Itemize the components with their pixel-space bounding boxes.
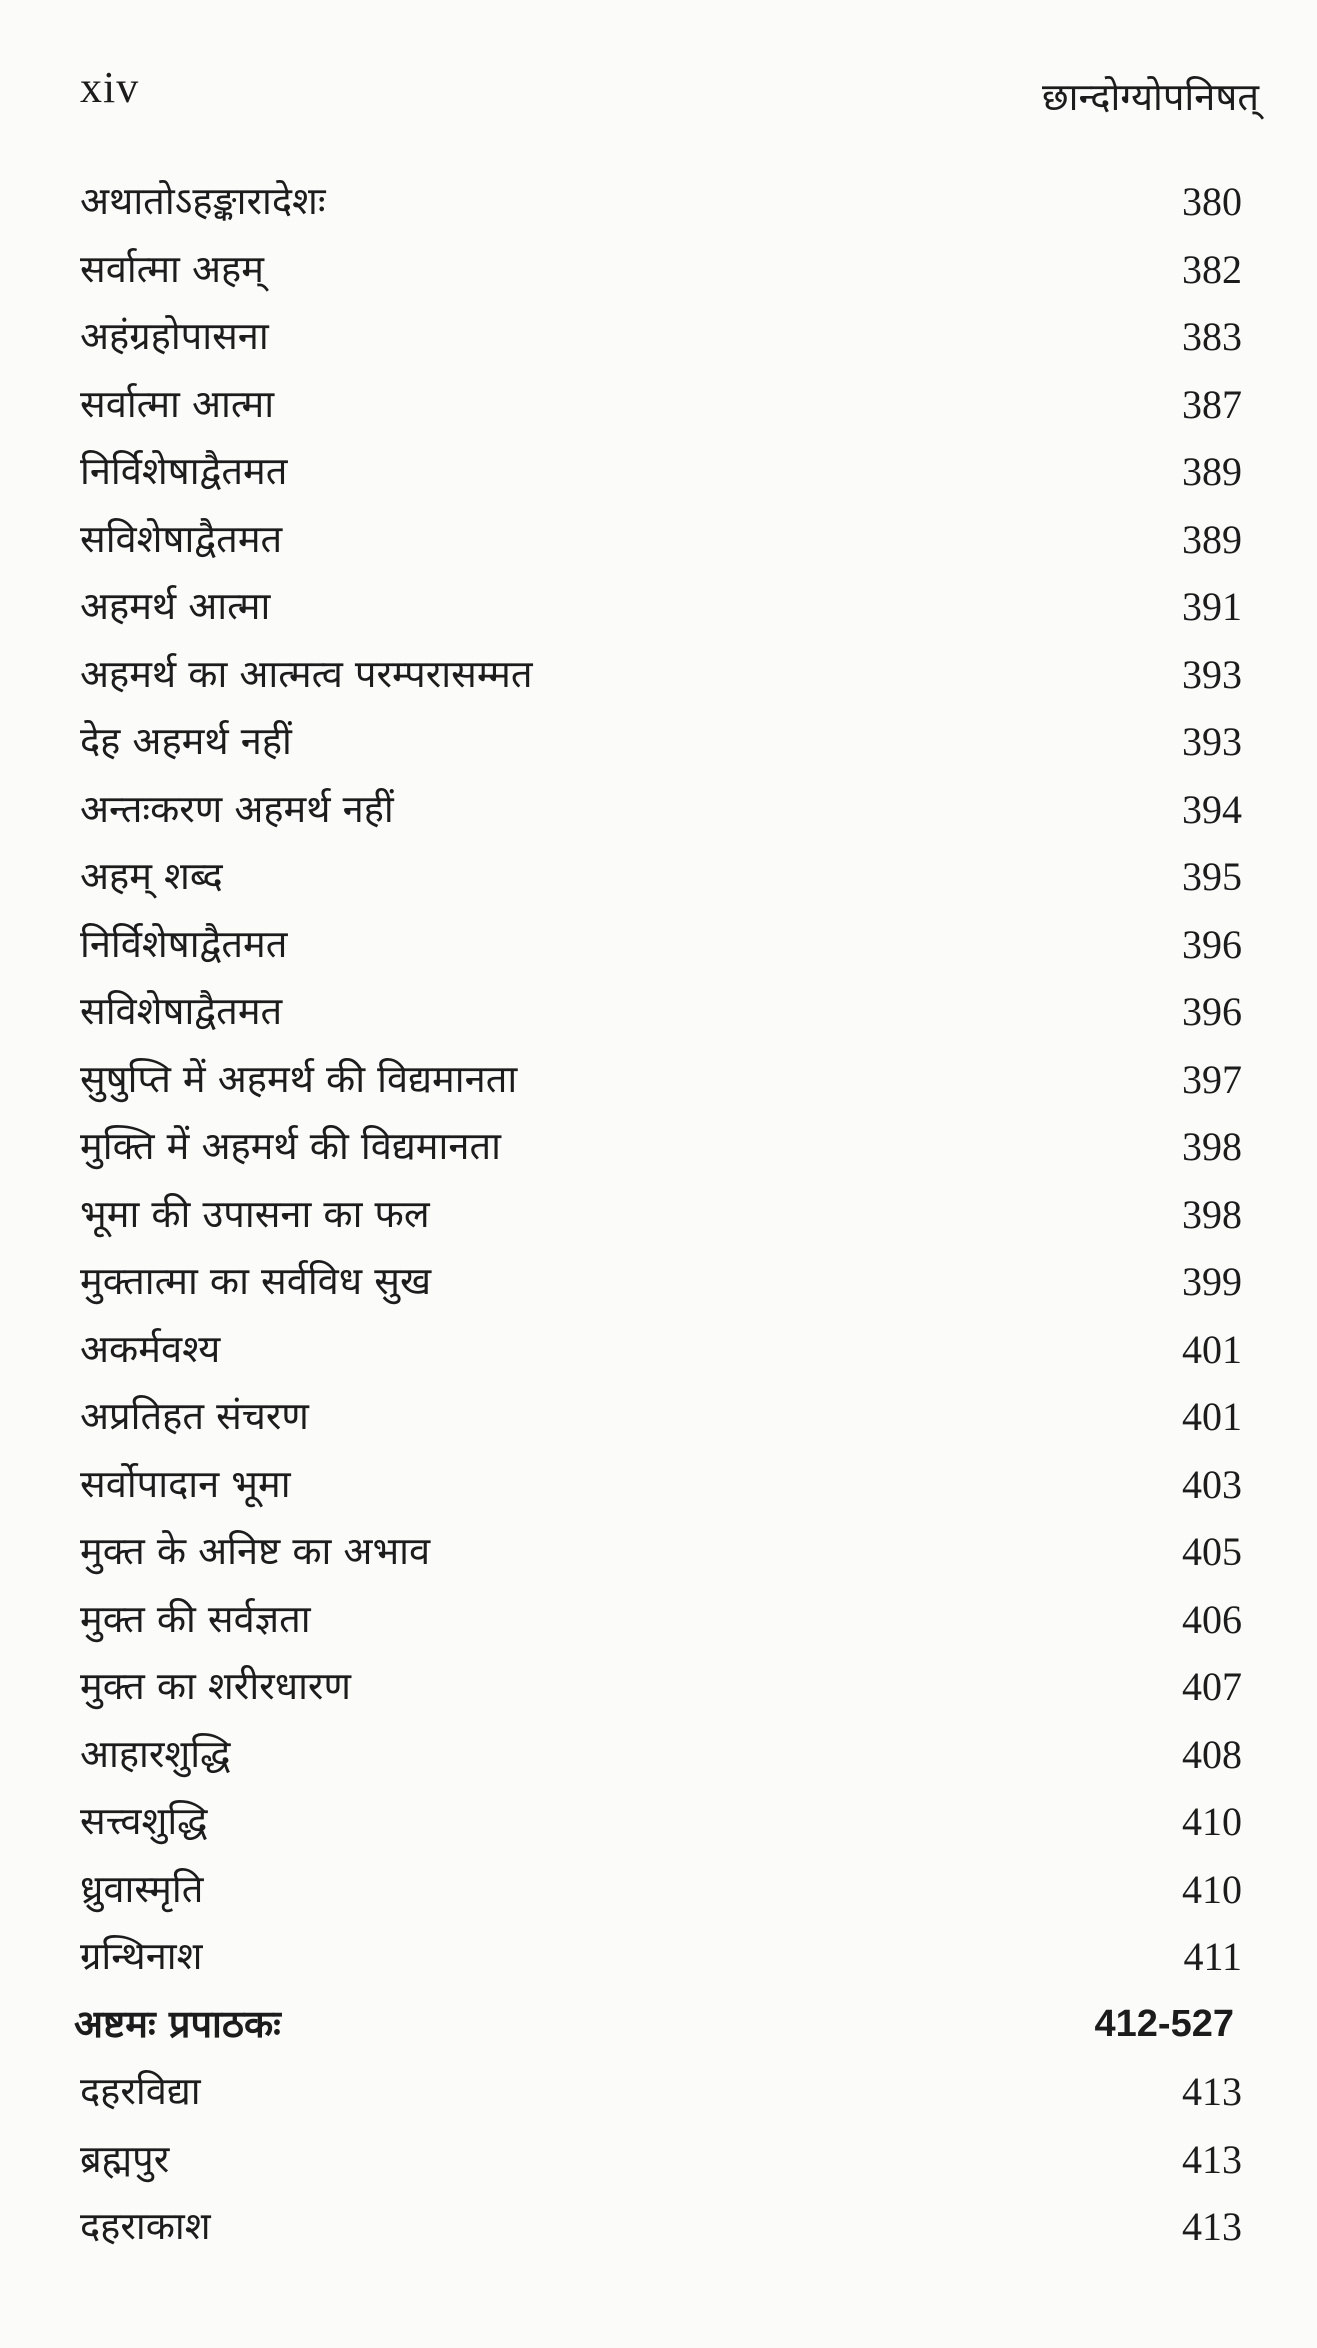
toc-entry-title: सविशेषाद्वैतमत bbox=[80, 989, 283, 1033]
toc-entry-page-number: 398 bbox=[1182, 1124, 1242, 1169]
toc-entry-page-number: 413 bbox=[1182, 2204, 1242, 2249]
table-of-contents bbox=[74, 168, 1242, 2261]
page-number: xiv bbox=[80, 63, 140, 112]
toc-entry-title: दहरविद्या bbox=[80, 2069, 201, 2113]
toc-entry-title: ग्रन्थिनाश bbox=[80, 1934, 203, 1978]
toc-entry-title: सुषुप्ति में अहमर्थ की विद्यमानता bbox=[80, 1056, 518, 1101]
toc-entry-page-number: 391 bbox=[1182, 584, 1242, 629]
toc-entry-title: देह अहमर्थ नहीं bbox=[80, 719, 292, 763]
toc-entry-title: आहारशुद्धि bbox=[80, 1731, 231, 1776]
toc-entry-title: निर्विशेषाद्वैतमत bbox=[80, 449, 288, 493]
toc-entry bbox=[74, 843, 1242, 911]
toc-entry bbox=[74, 1316, 1242, 1384]
section-heading-title: अष्टमः प्रपाठकः bbox=[74, 2001, 281, 2046]
toc-entry-page-number: 394 bbox=[1182, 786, 1242, 832]
toc-entry bbox=[74, 1248, 1242, 1316]
toc-entry-title: दहराकाश bbox=[80, 2204, 211, 2248]
toc-entry bbox=[74, 168, 1242, 236]
toc-entry bbox=[74, 1451, 1242, 1519]
toc-entry-title: भूमा की उपासना का फल bbox=[80, 1191, 430, 1236]
toc-entry-title: सविशेषाद्वैतमत bbox=[80, 516, 283, 561]
toc-entry bbox=[74, 1788, 1242, 1856]
toc-entry-title: ब्रह्मपुर bbox=[80, 2136, 170, 2181]
toc-entry-title: निर्विशेषाद्वैतमत bbox=[80, 921, 288, 966]
toc-entry-page-number: 406 bbox=[1182, 1596, 1242, 1642]
toc-entry-page-number: 389 bbox=[1182, 516, 1242, 562]
toc-entry-title: अहंग्रहोपासना bbox=[80, 314, 269, 358]
toc-entry bbox=[74, 641, 1242, 709]
section-heading-row bbox=[74, 1991, 1242, 2059]
toc-entry-title: ध्रुवास्मृति bbox=[80, 1866, 204, 1911]
toc-entry-page-number: 410 bbox=[1182, 1799, 1242, 1844]
toc-entry-page-number: 401 bbox=[1182, 1394, 1242, 1439]
toc-entry-title: अहमर्थ आत्मा bbox=[80, 584, 271, 628]
toc-entry bbox=[74, 1113, 1242, 1181]
toc-entry bbox=[74, 2193, 1242, 2261]
toc-entry bbox=[74, 506, 1242, 574]
toc-entry bbox=[74, 978, 1242, 1046]
toc-entry-page-number: 401 bbox=[1182, 1326, 1242, 1372]
toc-entry bbox=[74, 1518, 1242, 1586]
toc-entry-page-number: 407 bbox=[1182, 1664, 1242, 1709]
toc-entry bbox=[74, 573, 1242, 641]
toc-entry-page-number: 396 bbox=[1182, 989, 1242, 1034]
toc-entry bbox=[74, 1046, 1242, 1114]
toc-entry-title: अहमर्थ का आत्मत्व परम्परासम्मत bbox=[80, 651, 533, 696]
toc-entry-title: मुक्तात्मा का सर्वविध सुख bbox=[80, 1259, 432, 1303]
toc-entry-title: अहम् शब्द bbox=[80, 854, 223, 898]
toc-entry bbox=[74, 708, 1242, 776]
toc-entry-page-number: 393 bbox=[1182, 719, 1242, 764]
toc-entry-title: अन्तःकरण अहमर्थ नहीं bbox=[80, 786, 394, 831]
toc-entry bbox=[74, 438, 1242, 506]
toc-entry-page-number: 408 bbox=[1182, 1731, 1242, 1777]
toc-entry-page-number: 383 bbox=[1182, 314, 1242, 359]
toc-entry-title: अप्रतिहत संचरण bbox=[80, 1394, 309, 1438]
toc-entry bbox=[74, 236, 1242, 304]
toc-entry-title: मुक्त का शरीरधारण bbox=[80, 1664, 351, 1708]
toc-entry-page-number: 387 bbox=[1182, 381, 1242, 427]
toc-entry-page-number: 395 bbox=[1182, 854, 1242, 899]
toc-entry-page-number: 413 bbox=[1182, 2136, 1242, 2182]
toc-entry-title: सर्वोपादान भूमा bbox=[80, 1461, 291, 1506]
toc-entry-title: सर्वात्मा अहम् bbox=[80, 246, 264, 291]
toc-entry-page-number: 397 bbox=[1182, 1056, 1242, 1102]
toc-entry bbox=[74, 776, 1242, 844]
toc-entry-title: मुक्त के अनिष्ट का अभाव bbox=[80, 1529, 431, 1573]
toc-entry-title: सत्त्वशुद्धि bbox=[80, 1799, 208, 1843]
toc-entry-page-number: 399 bbox=[1182, 1259, 1242, 1304]
toc-entry bbox=[74, 371, 1242, 439]
toc-entry-title: मुक्त की सर्वज्ञता bbox=[80, 1596, 311, 1641]
toc-entry-title: मुक्ति में अहमर्थ की विद्यमानता bbox=[80, 1124, 501, 1168]
toc-entry-page-number: 411 bbox=[1183, 1934, 1242, 1979]
toc-entry-page-number: 410 bbox=[1182, 1866, 1242, 1912]
toc-entry-page-number: 382 bbox=[1182, 246, 1242, 292]
toc-entry-page-number: 389 bbox=[1182, 449, 1242, 494]
toc-entry bbox=[74, 1383, 1242, 1451]
toc-entry-title: सर्वात्मा आत्मा bbox=[80, 381, 275, 426]
toc-entry bbox=[74, 303, 1242, 371]
toc-entry-page-number: 393 bbox=[1182, 651, 1242, 697]
toc-entry bbox=[74, 2058, 1242, 2126]
toc-entry-page-number: 403 bbox=[1182, 1461, 1242, 1507]
toc-entry-page-number: 380 bbox=[1182, 179, 1242, 224]
toc-entry bbox=[74, 911, 1242, 979]
toc-entry bbox=[74, 1856, 1242, 1924]
toc-entry-page-number: 405 bbox=[1182, 1529, 1242, 1574]
toc-entry-title: अथातोऽहङ्कारादेशः bbox=[80, 179, 326, 223]
toc-entry bbox=[74, 1653, 1242, 1721]
toc-entry bbox=[74, 1721, 1242, 1789]
toc-entry bbox=[74, 1923, 1242, 1991]
toc-entry-page-number: 398 bbox=[1182, 1191, 1242, 1237]
running-title: छान्दोग्योपनिषत् bbox=[1042, 75, 1259, 119]
section-heading-page-range: 412-527 bbox=[1094, 2002, 1234, 2045]
toc-entry bbox=[74, 2126, 1242, 2194]
toc-entry-page-number: 396 bbox=[1182, 921, 1242, 967]
toc-entry bbox=[74, 1181, 1242, 1249]
toc-entry-title: अकर्मवश्य bbox=[80, 1326, 221, 1371]
toc-entry-page-number: 413 bbox=[1182, 2069, 1242, 2114]
toc-entry bbox=[74, 1586, 1242, 1654]
